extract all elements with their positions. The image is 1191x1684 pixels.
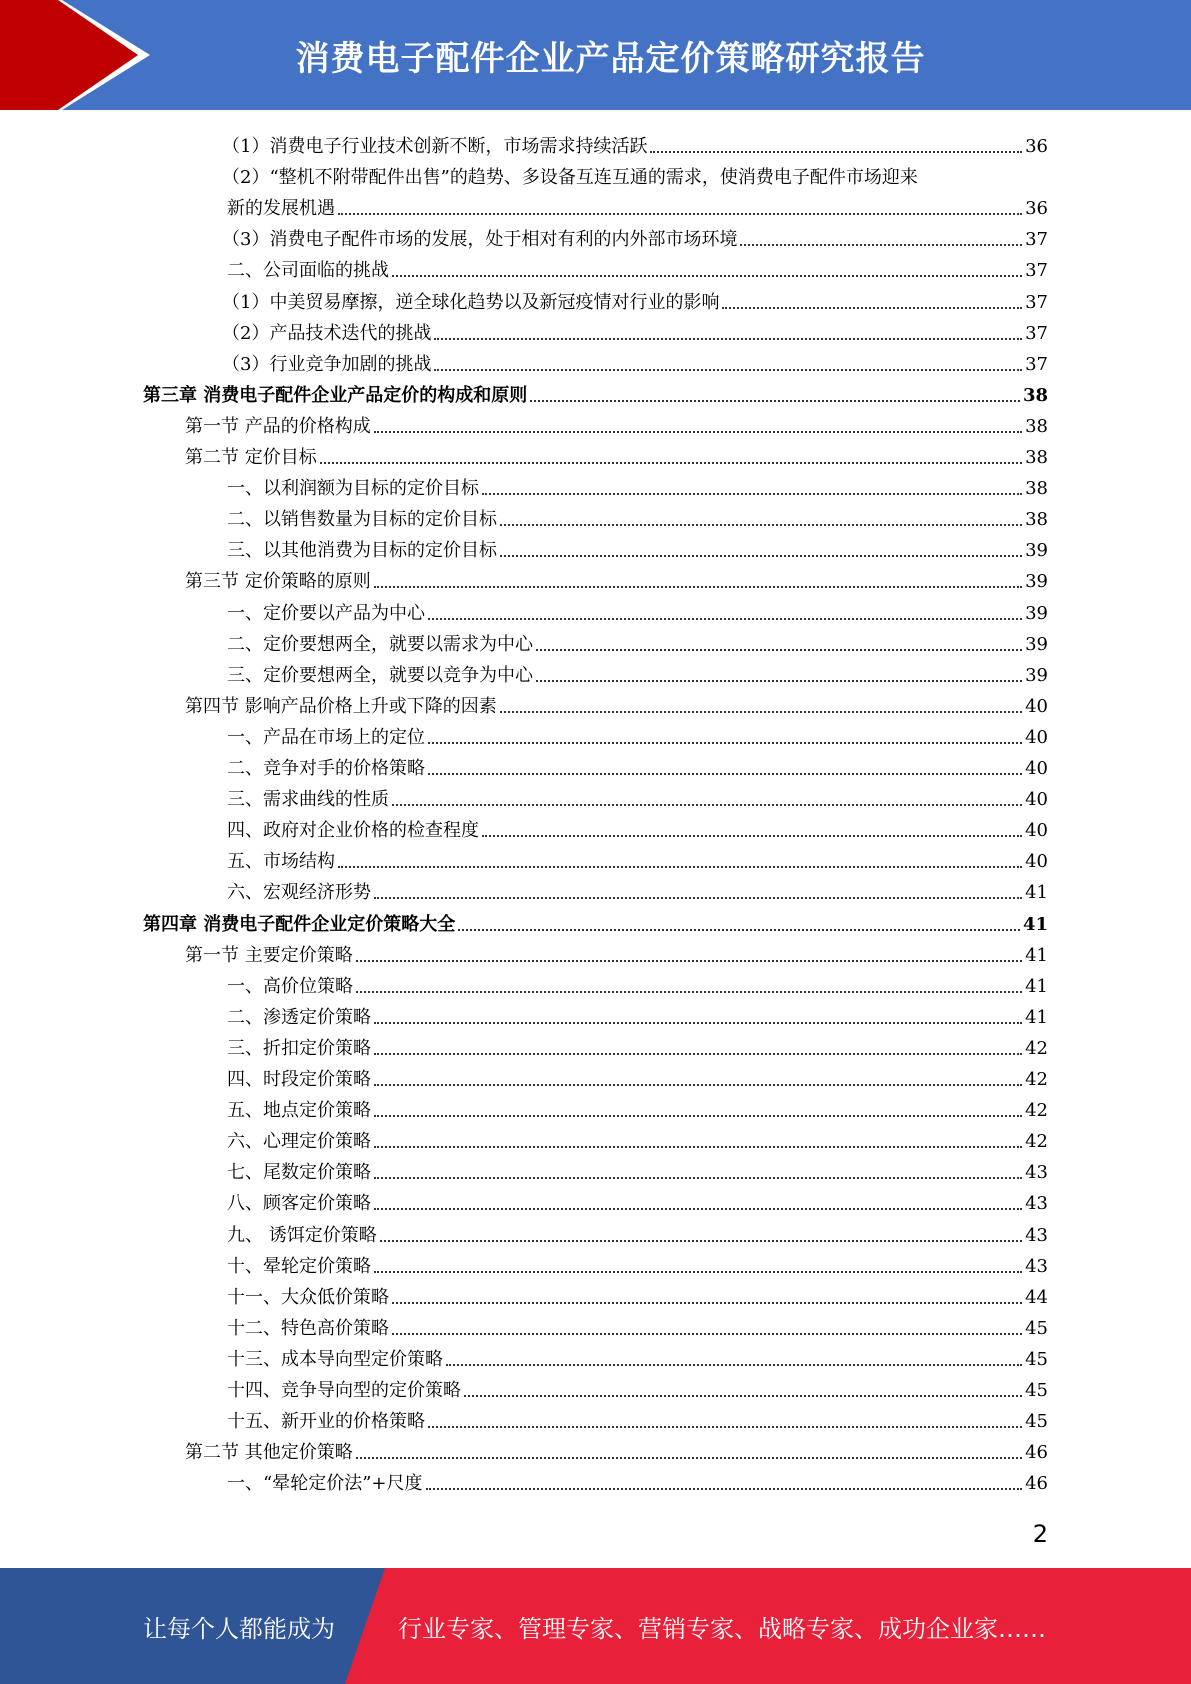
dot-leader [374,1146,1022,1148]
toc-page-number: 45 [1025,1411,1048,1433]
toc-entry-label: 二、定价要想两全，就要以需求为中心 [227,633,533,655]
toc-page-number: 39 [1025,571,1048,593]
toc-page-number: 45 [1025,1317,1048,1339]
toc-page-number: 43 [1025,1224,1048,1246]
dot-leader [374,1271,1022,1273]
dot-leader [434,338,1022,340]
toc-entry-label: 四、政府对企业价格的检查程度 [227,820,479,842]
dot-leader [374,1177,1022,1179]
toc-entry-label: 第四节 影响产品价格上升或下降的因素 [185,695,497,717]
toc-entry[interactable] [222,128,1048,159]
dot-leader [320,462,1022,464]
toc-entry[interactable] [227,843,1048,874]
dot-leader [650,151,1022,153]
toc-section-entry[interactable] [185,439,1048,470]
toc-entry-label: 第四章 消费电子配件企业定价策略大全 [143,913,456,935]
dot-leader [428,618,1022,620]
toc-entry[interactable] [227,532,1048,563]
toc-page-number: 40 [1025,758,1048,779]
dot-leader [374,586,1022,588]
toc-entry[interactable] [227,470,1048,501]
toc-section-entry[interactable] [185,688,1048,719]
toc-entry-label: 十五、新开业的价格策略 [227,1411,425,1433]
toc-section-entry[interactable] [185,563,1048,594]
toc-entry-label: 十三、成本导向型定价策略 [227,1348,443,1370]
toc-page-number: 43 [1025,1255,1048,1277]
dot-leader [374,1208,1022,1210]
toc-page-number: 41 [1025,1006,1048,1028]
toc-entry[interactable] [227,657,1048,688]
toc-section-entry[interactable] [185,1434,1048,1465]
toc-entry-label: （1）消费电子行业技术创新不断，市场需求持续活跃 [222,136,648,157]
toc-page-number: 41 [1025,975,1048,997]
toc-page-number: 42 [1025,1037,1048,1059]
dot-leader [356,960,1022,962]
toc-entry-label: 二、竞争对手的价格策略 [227,758,425,779]
toc-entry[interactable] [227,1030,1048,1061]
toc-page-number: 38 [1025,509,1048,531]
toc-entry[interactable] [227,1092,1048,1123]
toc-chapter-entry[interactable] [143,906,1048,937]
toc-entry[interactable] [222,159,1048,190]
toc-entry[interactable] [227,595,1048,626]
toc-page-number: 38 [1025,478,1048,500]
toc-entry-label: 六、心理定价策略 [227,1131,371,1153]
toc-entry-label: 一、定价要以产品为中心 [227,602,425,624]
dot-leader [464,1395,1022,1397]
toc-entry-label: （3）消费电子配件市场的发展，处于相对有利的内外部市场环境 [222,229,738,251]
dot-leader [428,742,1022,744]
toc-page-number: 46 [1025,1442,1048,1464]
toc-page-number: 40 [1025,789,1048,811]
toc-section-entry[interactable] [185,408,1048,439]
toc-entry[interactable] [222,284,1048,315]
dot-leader [356,1457,1022,1459]
toc-page-number: 41 [1022,913,1048,935]
toc-entry-label: （2）产品技术迭代的挑战 [222,322,432,344]
dot-leader [374,1053,1022,1055]
toc-entry-label: （3）行业竞争加剧的挑战 [222,353,432,375]
dot-leader [428,1426,1022,1428]
toc-page-number: 45 [1025,1348,1048,1370]
dot-leader [374,431,1022,433]
dot-leader [392,1333,1022,1335]
toc-entry-label: 二、渗透定价策略 [227,1006,371,1028]
toc-page-number: 42 [1025,1100,1048,1122]
toc-entry[interactable] [222,221,1048,252]
dot-leader [338,213,1022,215]
dot-leader [374,897,1022,899]
toc-entry[interactable] [227,719,1048,750]
dot-leader [434,369,1022,371]
toc-page-number: 37 [1025,322,1048,344]
toc-entry-label: 七、尾数定价策略 [227,1162,371,1184]
dot-leader [380,1240,1022,1242]
toc-entry-label: 一、“晕轮定价法”+尺度 [227,1473,423,1495]
toc-entry[interactable] [227,1341,1048,1372]
toc-page-number: 45 [1025,1380,1048,1401]
toc-entry[interactable] [222,346,1048,377]
dot-leader [428,773,1022,775]
dot-leader [446,1364,1022,1366]
dot-leader [374,1022,1022,1024]
toc-entry-label: 三、定价要想两全，就要以竞争为中心 [227,664,533,686]
toc-entry[interactable] [227,1403,1048,1434]
page-header [0,0,1191,110]
toc-page-number: 40 [1025,820,1048,842]
toc-page-number: 46 [1025,1473,1048,1495]
toc-page-number: 36 [1025,136,1048,157]
dot-leader [392,804,1022,806]
dot-leader [722,307,1022,309]
toc-entry-label: 十一、大众低价策略 [227,1286,389,1308]
dot-leader [530,400,1020,402]
toc-page-number: 42 [1025,1069,1048,1090]
toc-entry-label: 五、地点定价策略 [227,1100,371,1122]
toc-entry[interactable] [227,1465,1048,1496]
toc-entry[interactable] [227,252,1048,283]
toc-entry[interactable] [227,750,1048,781]
toc-page-number: 37 [1025,291,1048,313]
toc-entry[interactable] [227,626,1048,657]
toc-page-number: 37 [1025,353,1048,375]
dot-leader [500,711,1022,713]
toc-entry[interactable] [227,1217,1048,1248]
toc-page-number: 36 [1025,198,1048,220]
dot-leader [374,1084,1022,1086]
toc-entry-label: 二、以销售数量为目标的定价目标 [227,509,497,531]
toc-page-number: 37 [1025,260,1048,282]
toc-entry-label: 八、顾客定价策略 [227,1193,371,1215]
dot-leader [740,244,1022,246]
toc-entry-label: 第二节 其他定价策略 [185,1442,353,1464]
dot-leader [356,991,1022,993]
toc-entry[interactable] [227,1154,1048,1185]
toc-page-number: 38 [1025,415,1048,437]
toc-chapter-entry[interactable] [143,377,1048,408]
toc-entry[interactable] [227,968,1048,999]
toc-page-number: 43 [1025,1162,1048,1184]
toc-entry[interactable] [227,999,1048,1030]
toc-entry-label: 三、需求曲线的性质 [227,789,389,811]
toc-page-number: 39 [1025,633,1048,655]
toc-entry-label: 第二节 定价目标 [185,447,317,468]
toc-page-number: 40 [1025,726,1048,748]
toc-entry-label: 六、宏观经济形势 [227,882,371,904]
toc-entry-label: 三、折扣定价策略 [227,1037,371,1059]
toc-page-number: 41 [1025,882,1048,904]
toc-entry-label: （1）中美贸易摩擦，逆全球化趋势以及新冠疫情对行业的影响 [222,291,720,313]
toc-entry[interactable] [227,190,1048,221]
toc-page-number: 39 [1025,664,1048,686]
toc-entry-label: 二、公司面临的挑战 [227,260,389,282]
toc-entry-label: 一、产品在市场上的定位 [227,726,425,748]
toc-page-number: 40 [1025,695,1048,717]
dot-leader [536,680,1022,682]
toc-entry-label: 一、高价位策略 [227,975,353,997]
page-footer [0,1568,1191,1684]
toc-entry[interactable] [227,1061,1048,1092]
toc-entry-label: 一、以利润额为目标的定价目标 [227,478,479,500]
toc-entry-label: 四、时段定价策略 [227,1069,371,1090]
toc-entry-label: 十二、特色高价策略 [227,1317,389,1339]
toc-page-number: 40 [1025,851,1048,873]
toc-entry[interactable] [227,781,1048,812]
dot-leader [338,866,1022,868]
dot-leader [500,555,1022,557]
dot-leader [392,275,1022,277]
toc-entry[interactable] [227,1123,1048,1154]
toc-page-number: 44 [1025,1286,1048,1308]
toc-page-number: 39 [1025,540,1048,562]
dot-leader [500,524,1022,526]
toc-page-number: 42 [1025,1131,1048,1153]
toc-entry[interactable] [227,812,1048,843]
dot-leader [482,493,1022,495]
toc-entry[interactable] [227,1248,1048,1279]
dot-leader [536,649,1022,651]
toc-entry-label: 第三章 消费电子配件企业产品定价的构成和原则 [143,384,528,406]
report-title: 消费电子配件企业产品定价策略研究报告 [295,38,926,79]
footer-slogan-right: 行业专家、管理专家、营销专家、战略专家、成功企业家…… [398,1614,1046,1643]
toc-entry[interactable] [227,1185,1048,1216]
toc-entry-label: 五、市场结构 [227,851,335,873]
toc-entry-label: 十四、竞争导向型的定价策略 [227,1380,461,1401]
dot-leader [482,835,1022,837]
toc-section-entry[interactable] [185,937,1048,968]
toc-entry-label: 十、晕轮定价策略 [227,1255,371,1277]
toc-page-number: 38 [1022,384,1048,406]
dot-leader [458,929,1020,931]
toc-page-number: 37 [1025,229,1048,251]
toc-page-number: 41 [1025,944,1048,966]
toc-entry-label: 新的发展机遇 [227,198,335,220]
dot-leader [374,1115,1022,1117]
toc-entry-label: （2）“整机不附带配件出售”的趋势、多设备互连互通的需求，使消费电子配件市场迎来 [222,167,918,189]
toc-entry-label: 第三节 定价策略的原则 [185,571,371,593]
toc-entry[interactable] [227,1372,1048,1403]
toc-entry-label: 九、 诱饵定价策略 [227,1224,377,1246]
toc-entry[interactable] [227,1279,1048,1310]
toc-page-number: 43 [1025,1193,1048,1215]
toc-entry[interactable] [227,501,1048,532]
toc-entry-label: 第一节 产品的价格构成 [185,415,371,437]
dot-leader [392,1302,1022,1304]
toc-page-number: 38 [1025,447,1048,468]
toc-entry[interactable] [222,315,1048,346]
toc-entry-label: 第一节 主要定价策略 [185,944,353,966]
toc-entry-label: 三、以其他消费为目标的定价目标 [227,540,497,562]
page-number: 2 [1032,1520,1048,1548]
dot-leader [426,1488,1023,1490]
footer-slogan-left: 让每个人都能成为 [143,1614,335,1643]
toc-entry[interactable] [227,1310,1048,1341]
toc-page-number: 39 [1025,602,1048,624]
toc-entry[interactable] [227,874,1048,905]
